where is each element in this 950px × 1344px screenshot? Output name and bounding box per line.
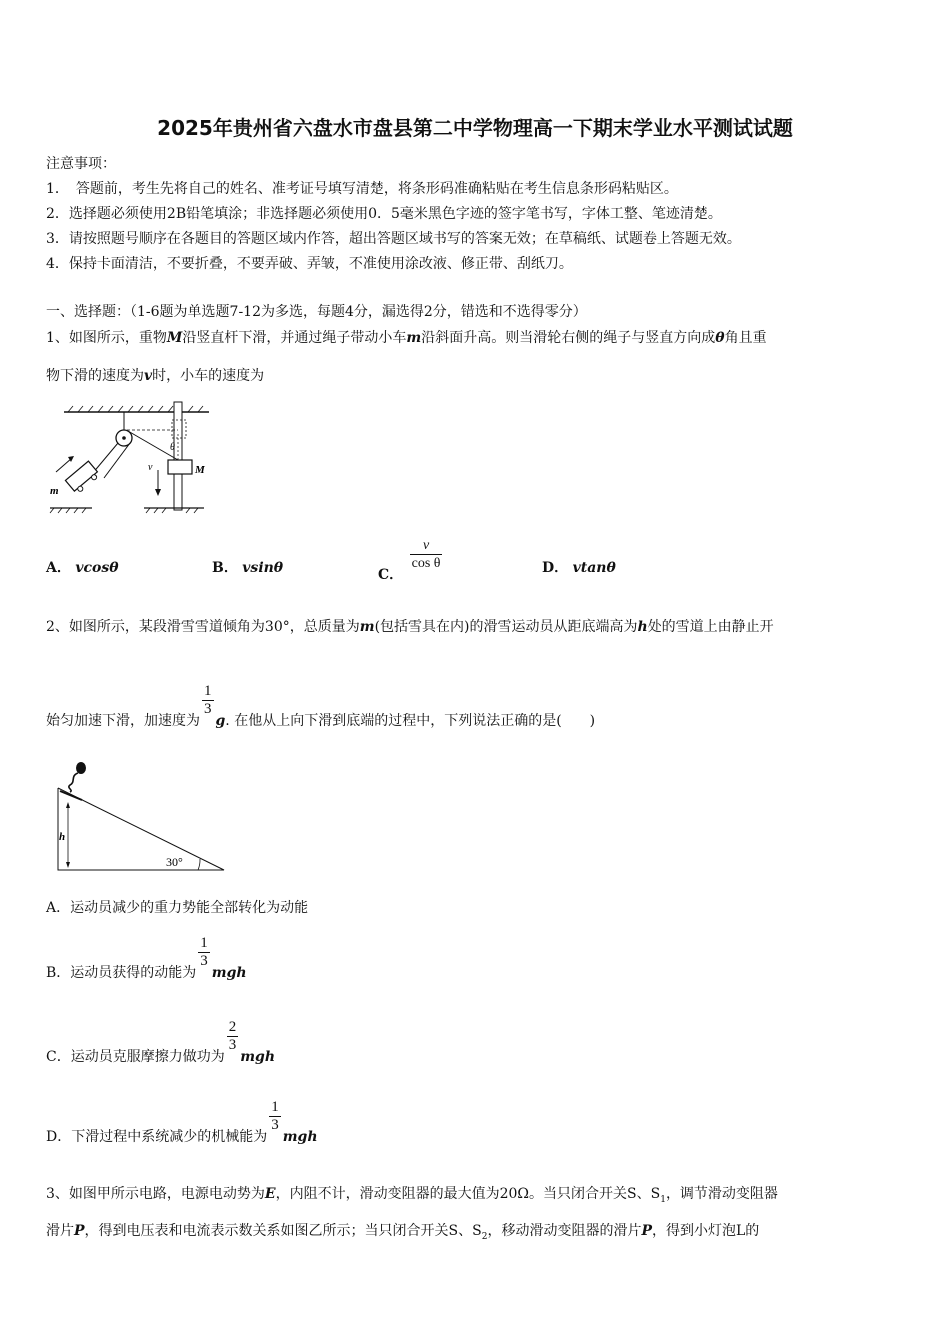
angle-label: 30° (166, 855, 183, 869)
notice-item-4: 4．保持卡面清洁，不要折叠，不要弄破、弄皱，不准使用涂改液、修正带、刮纸刀。 (46, 256, 573, 272)
q1-stem-line1: 1、如图所示，重物M沿竖直杆下滑，并通过绳子带动小车m沿斜面升高。则当滑轮右侧的绳子与竖直方向成θ角且重 (46, 330, 767, 346)
notice-item-2: 2．选择题必须使用2B铅笔填涂；非选择题必须使用0．5毫米黑色字迹的签字笔书写，字体工整、笔迹清楚。 (46, 206, 722, 222)
q3-stem-line2: 滑片P，得到电压表和电流表示数关系如图乙所示；当只闭合开关S、$S_2$，移动滑动变阻器的滑片P，得到小灯泡L的 (46, 1223, 760, 1242)
q2-option-b: B．运动员获得的动能为 $\frac{1}{3}$ mgh (46, 935, 247, 981)
q1-option-b: B． vsinθ (212, 560, 284, 576)
velocity-label: v (148, 462, 153, 473)
notice-item-3: 3．请按照题号顺序在各题目的答题区域内作答，超出答题区域书写的答案无效；在草稿纸、试题卷上答题无效。 (46, 231, 741, 247)
q1-option-a: A． vcosθ (46, 560, 119, 576)
q2-option-c: C．运动员克服摩擦力做功为 $\frac{2}{3}$ mgh (46, 1019, 275, 1065)
section-heading: 一、选择题：（1-6题为单选题7-12为多选，每题4分，漏选得2分，错选和不选得零分） (46, 304, 587, 320)
q1-option-c: C． $\frac{v}{\text{cos θ}}$ (378, 538, 441, 583)
mass-M-label: M (195, 464, 205, 476)
theta-label: θ (170, 442, 175, 453)
q3-stem-line1: 3、如图甲所示电路，电源电动势为E，内阻不计，滑动变阻器的最大值为20Ω。当只闭合开关S、$S_1$，调节滑动变阻器 (46, 1186, 778, 1205)
q1-figure (44, 394, 214, 518)
mass-m-label: m (50, 485, 59, 497)
q2-option-d: D．下滑过程中系统减少的机械能为 $\frac{1}{3}$ mgh (46, 1099, 318, 1145)
page-title: 2025年贵州省六盘水市盘县第二中学物理高一下期末学业水平测试试题 (157, 116, 793, 140)
q1-stem-line2: 物下滑的速度为v时，小车的速度为 (46, 368, 265, 384)
notice-item-1: 1． 答题前，考生先将自己的姓名、准考证号填写清楚，将条形码准确粘贴在考生信息条形码粘贴区。 (46, 181, 678, 197)
height-label: h (59, 831, 66, 843)
q2-stem-line1: 2、如图所示，某段滑雪雪道倾角为30°，总质量为m(包括雪具在内)的滑雪运动员从距底端高为h处的雪道上由静止开 (46, 619, 774, 635)
q2-option-a: A．运动员减少的重力势能全部转化为动能 (46, 900, 309, 916)
notice-heading: 注意事项： (46, 156, 116, 172)
q1-option-d: D． vtanθ (542, 560, 616, 576)
q2-stem-line2: 始匀加速下滑，加速度为 $\frac{1}{3}$ g. 在他从上向下滑到底端的过程中，下列说法正确的是( ) (46, 683, 596, 729)
q2-figure (48, 758, 230, 876)
